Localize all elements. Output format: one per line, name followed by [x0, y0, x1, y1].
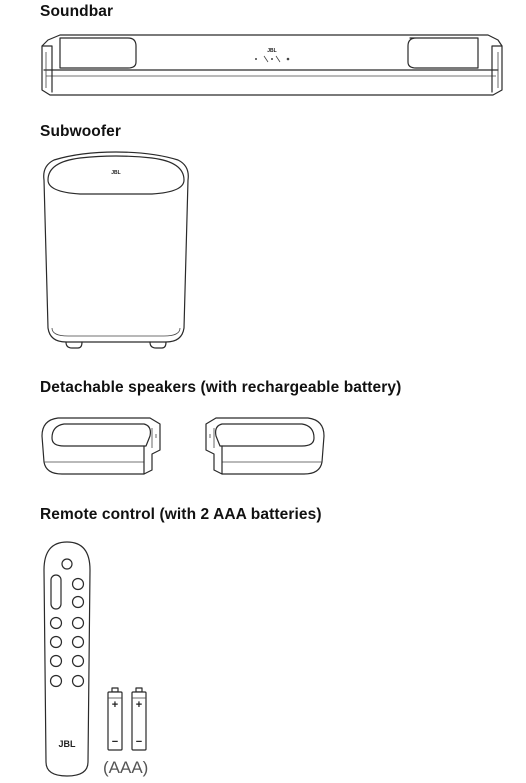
aaa-battery-right [131, 688, 149, 752]
aaa-battery-left [107, 688, 125, 752]
svg-text:+: + [135, 699, 143, 711]
subwoofer-logo: JBL [111, 170, 121, 176]
svg-text:−: − [135, 736, 143, 748]
heading-detachable-speakers: Detachable speakers (with rechargeable battery) [40, 379, 402, 396]
remote-logo: JBL [58, 739, 76, 749]
detachable-speaker-right [200, 410, 326, 480]
remote-control-illustration [40, 540, 94, 778]
soundbar-illustration [38, 32, 506, 98]
heading-soundbar: Soundbar [40, 3, 114, 20]
battery-minus-sign: − [111, 736, 119, 748]
battery-plus-sign: + [111, 699, 119, 711]
heading-subwoofer: Subwoofer [40, 123, 121, 140]
soundbar-logo: JBL [267, 48, 277, 54]
heading-remote-control: Remote control (with 2 AAA batteries) [40, 506, 322, 523]
subwoofer-illustration [40, 152, 192, 352]
battery-type-label: (AAA) [103, 758, 149, 777]
detachable-speaker-left [40, 410, 166, 480]
